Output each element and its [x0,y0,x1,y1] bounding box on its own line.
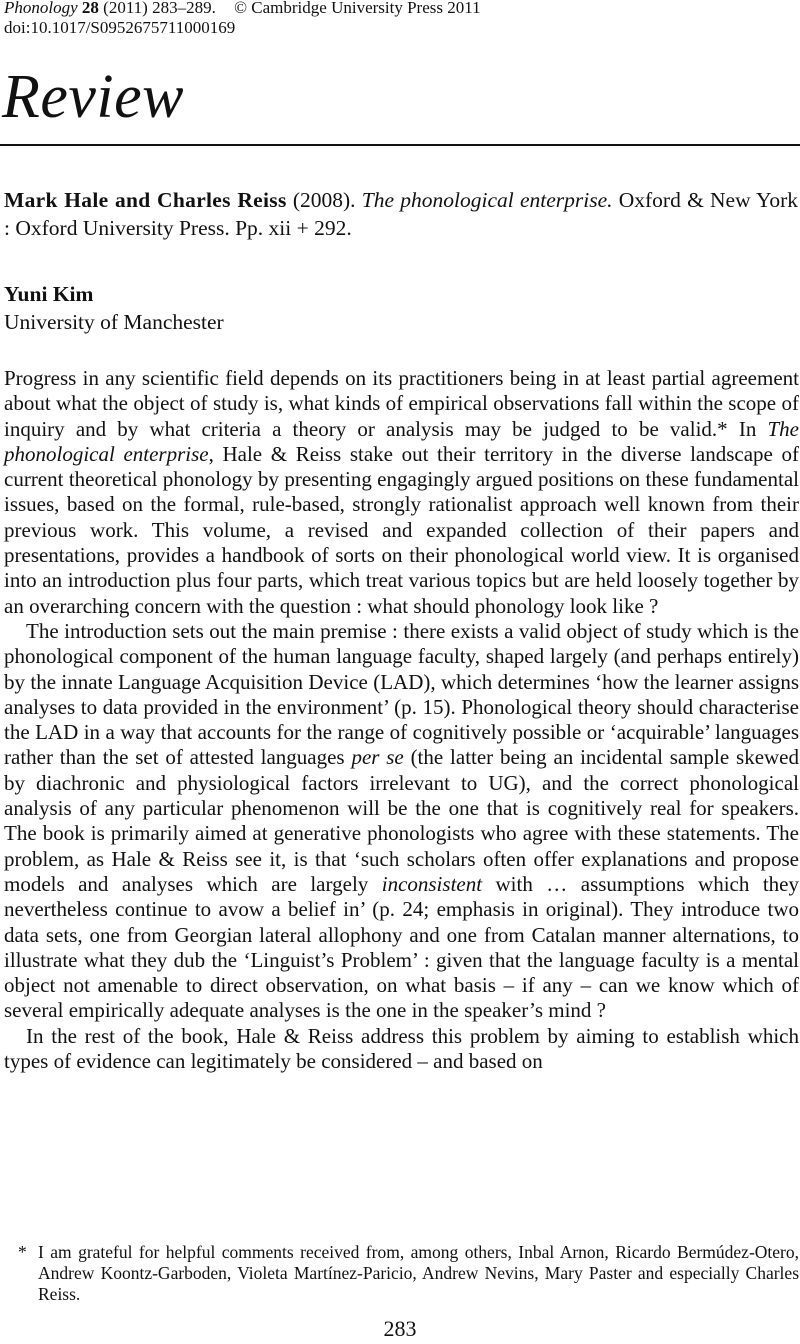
footnote [18,1242,799,1305]
running-header [4,0,481,38]
book-citation [4,186,798,242]
footnote-text: I am grateful for helpful comments received from, among others, Inbal Arnon, Ricardo Bermúdez-Otero, Andrew Koontz-Garboden, Violeta Martínez-Paricio, Andrew Nevins, Mary Paster and especially Charles Reiss. [38,1242,799,1304]
book-title-inline: The phonological enterprise [4,416,799,466]
volume-number: 28 [81,0,99,17]
citation-line [4,0,481,18]
emphasis-per-se: per se [351,745,404,770]
emphasis-inconsistent: inconsistent [381,871,483,896]
book-publisher: Oxford & New York : Oxford University Press. Pp. xii + 292. [4,188,799,240]
footnote-mark: * [18,1242,27,1262]
paragraph-2: The introduction sets out the main premise : there exists a valid object of study which is the phonological component of the human language faculty, shaped largely (and perhaps entirely) by the innate Language Acquisition Device (LAD), which determines ‘how the learner assigns analyses to data provided in the environment’ (p. 15). Phonological theory should characterise the LAD in a way that accounts for the range of cognitively possible or ‘acquirable’ languages rather than the set of attested languages per se (the latter being an incidental sample skewed by diachronic and physiological factors irrelevant to UG), and the correct phonological analysis of any particular phenomenon will be the one that is cognitively real for speakers. The book is primarily aimed at generative phonologists who agree with these statements. The problem, as Hale & Reiss see it, is that ‘such scholars often offer explanations and propose models and analyses which are largely inconsistent with … assumptions which they nevertheless continue to avow a belief in’ (p. 24; emphasis in original). They introduce two data sets, one from Georgian lateral allophony and one from Catalan manner alternations, to illustrate what they dub the ‘Linguist’s Problem’ : given that the language faculty is a mental object not amenable to direct observation, on what basis – if any – can we know which of several empirically adequate analyses is the one in the speaker’s mind ? [4,618,799,1023]
issue-pages: (2011) 283–289. [103,0,216,17]
copyright-notice: © Cambridge University Press 2011 [234,0,481,17]
review-body [4,366,799,1074]
book-year: (2008). [292,188,356,212]
reviewer-name: Yuni Kim [4,282,94,306]
doi: doi:10.1017/S0952675711000169 [4,18,236,37]
page-number: 283 [383,1316,417,1341]
page-title: Review [2,63,185,131]
journal-name: Phonology [4,0,78,17]
reviewer-affiliation: University of Manchester [4,310,224,334]
paragraph-1: Progress in any scientific field depends on its practitioners being in at least partial agreement about what the object of study is, what kinds of empirical observations fall within the scope of inquiry and by what criteria a theory or analysis may be judged to be valid.* In The phonological enterprise, Hale & Reiss stake out their territory in the diverse landscape of current theoretical phonology by presenting engagingly argued positions on these fundamental issues, based on the formal, rule-based, strongly rationalist approach well known from their previous work. This volume, a revised and expanded collection of their papers and presentations, provides a handbook of sorts on their phonological world view. It is organised into an introduction plus four parts, which treat various topics but are held loosely together by an overarching concern with the question : what should phonology look like ? [4,366,799,618]
title-rule [0,144,800,146]
book-title: The phonological enterprise. [361,188,613,212]
book-authors: Mark Hale and Charles Reiss [4,188,287,212]
paragraph-3: In the rest of the book, Hale & Reiss address this problem by aiming to establish which types of evidence can legitimately be considered – and based on [4,1023,799,1074]
